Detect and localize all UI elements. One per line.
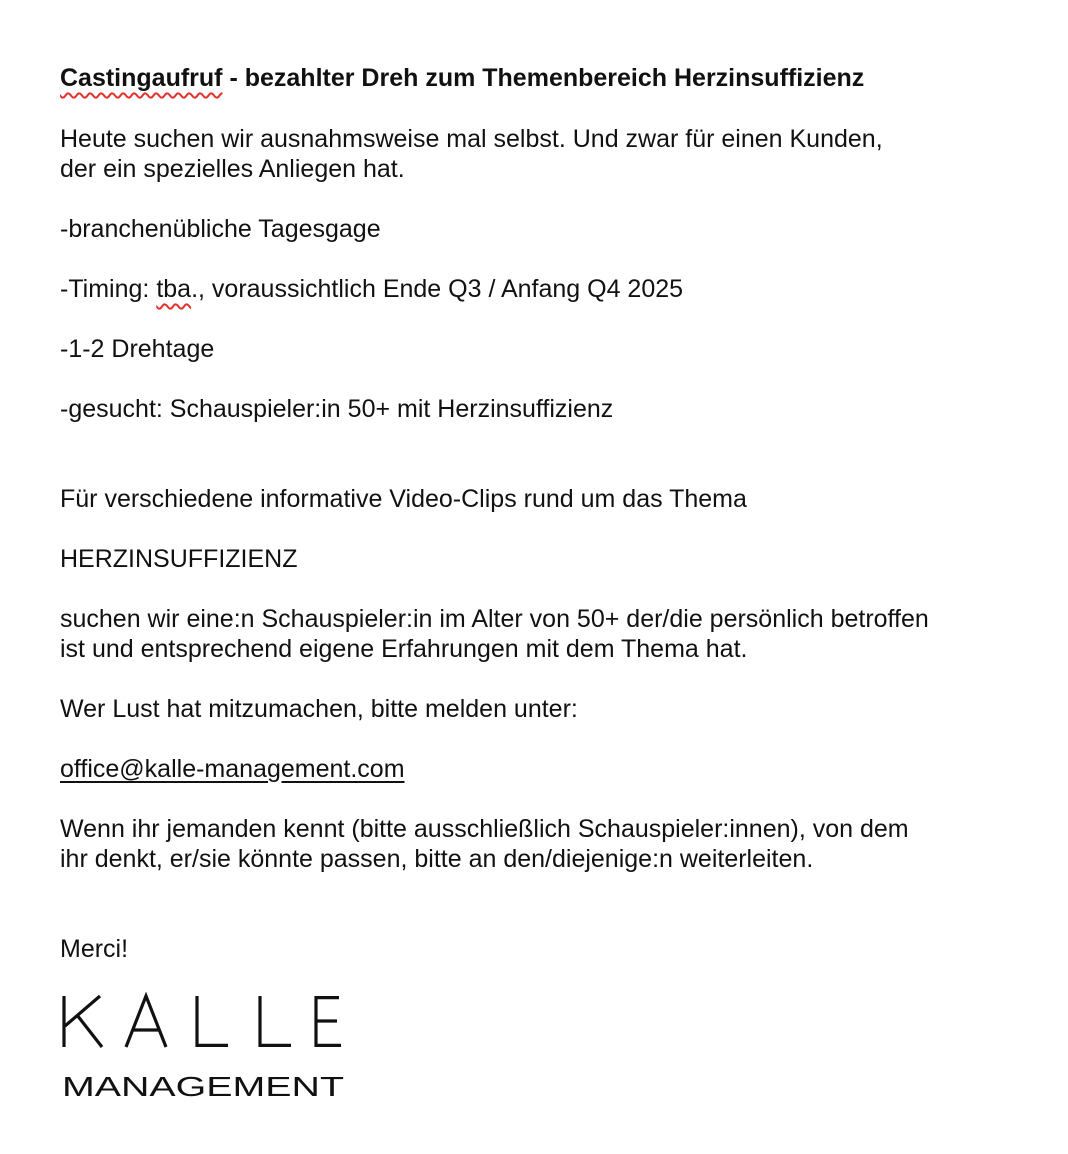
closing-text: Merci! [60,935,129,963]
forward-line-1: Wenn ihr jemanden kennt (bitte ausschließlich Schauspieler:innen), von dem [60,815,909,843]
timing-prefix: -Timing: [60,275,157,303]
kalle-management-logo [60,988,350,1100]
title-text: - bezahlter Dreh zum Themenbereich Herzinsuffizienz [222,64,865,92]
document-title [60,63,864,93]
bullet-gesucht: -gesucht: Schauspieler:in 50+ mit Herzinsuffizienz [60,395,614,423]
forward-line-2: ihr denkt, er/sie könnte passen, bitte an den/diejenige:n weiterleiten. [60,845,814,873]
logo-management-text: MANAGEMENT [62,1071,344,1100]
spellcheck-word-title: Castingaufruf [60,64,223,92]
clips-line: Für verschiedene informative Video-Clips rund um das Thema [60,485,747,513]
bullet-timing [60,274,683,304]
email-link[interactable]: office@kalle-management.com [60,755,405,783]
bullet-drehtage: -1-2 Drehtage [60,335,215,363]
contact-intro: Wer Lust hat mitzumachen, bitte melden unter: [60,695,578,723]
search-line-2: ist und entsprechend eigene Erfahrungen mit dem Thema hat. [60,635,748,663]
search-line-1: suchen wir eine:n Schauspieler:in im Alter von 50+ der/die persönlich betroffen [60,605,929,633]
spellcheck-word-timing: tba [156,275,192,303]
bullet-gage: -branchenübliche Tagesgage [60,215,381,243]
timing-rest: ., voraussichtlich Ende Q3 / Anfang Q4 2025 [191,275,684,303]
topic-heading: HERZINSUFFIZIENZ [60,545,298,573]
email-line [60,754,405,784]
intro-line-2: der ein spezielles Anliegen hat. [60,155,405,183]
intro-line-1: Heute suchen wir ausnahmsweise mal selbst. Und zwar für einen Kunden, [60,125,883,153]
